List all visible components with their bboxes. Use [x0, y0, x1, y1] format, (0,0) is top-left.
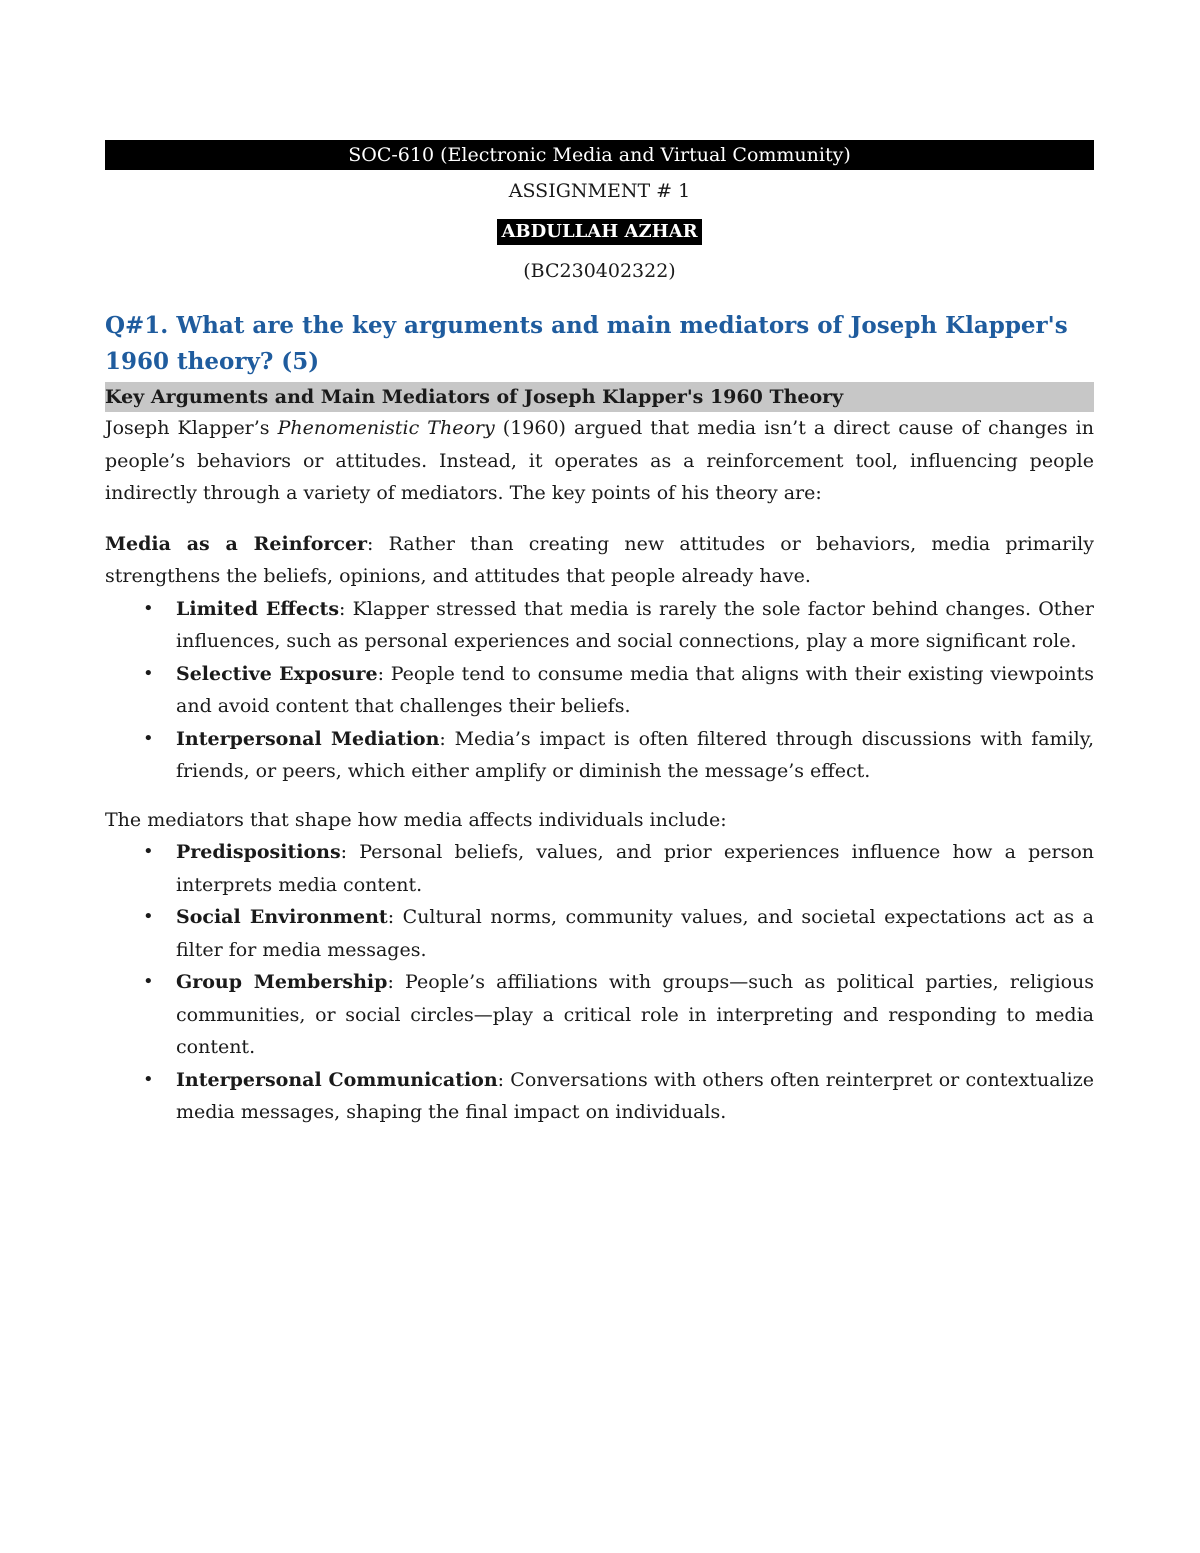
- bullet-icon: •: [143, 841, 154, 862]
- item-text: : Personal beliefs, values, and prior experiences influence how a person interprets media content.: [176, 841, 1094, 896]
- item-term: Group Membership: [176, 971, 388, 993]
- item-term: Selective Exposure: [176, 662, 378, 685]
- list-item: [105, 901, 1094, 966]
- item-term: Social Environment: [176, 906, 388, 928]
- intro-paragraph: [105, 412, 1094, 510]
- student-name: ABDULLAH AZHAR: [497, 219, 701, 245]
- bullet-icon: •: [143, 727, 154, 749]
- item-text: : Conversations with others often reinterpret or contextualize media messages, shaping the final impact on individuals.: [176, 1068, 1094, 1123]
- question-title: Q#1. What are the key arguments and main mediators of Joseph Klapper's 1960 theory? (5): [105, 312, 1068, 375]
- list-item: [105, 1064, 1094, 1129]
- item-text: : People tend to consume media that aligns with their existing viewpoints and avoid content that challenges their beliefs.: [176, 662, 1094, 717]
- reinforcer-term: Media as a Reinforcer: [105, 532, 368, 555]
- bullet-icon: •: [143, 597, 154, 619]
- intro-text-2: (1960) argued that media isn’t a direct cause of changes in people’s behaviors or attitudes. Instead, it operates as a reinforcement tool, influencing people indirectly through a variety of mediators. The key points of his theory are:: [105, 417, 1094, 504]
- intro-theory-name: Phenomenistic Theory: [277, 417, 495, 439]
- student-id: (BC230402322): [523, 260, 676, 282]
- student-name-line: [105, 212, 1094, 250]
- list-item: [105, 966, 1094, 1064]
- item-text: : Media’s impact is often filtered through discussions with family, friends, or peers, which either amplify or diminish the message’s effect.: [176, 727, 1094, 782]
- list-item: [105, 593, 1094, 658]
- assignment-title: ASSIGNMENT # 1: [508, 180, 691, 202]
- list-item: [105, 658, 1094, 723]
- list-item: [105, 723, 1094, 788]
- bullet-icon: •: [143, 906, 154, 927]
- mediators-intro: The mediators that shape how media affects individuals include:: [105, 808, 727, 831]
- item-term: Interpersonal Mediation: [176, 727, 440, 750]
- reinforcer-text: : Rather than creating new attitudes or behaviors, media primarily strengthens the beliefs, opinions, and attitudes that people already have.: [105, 532, 1094, 587]
- document-page: [105, 140, 1094, 1129]
- key-points-list: [105, 593, 1094, 788]
- bullet-icon: •: [143, 662, 154, 684]
- item-term: Limited Effects: [176, 597, 340, 620]
- section-heading: Key Arguments and Main Mediators of Joseph Klapper's 1960 Theory: [105, 382, 1094, 412]
- course-title: SOC-610 (Electronic Media and Virtual Community): [105, 140, 1094, 170]
- item-text: : Klapper stressed that media is rarely the sole factor behind changes. Other influences, such as personal experiences and social connections, play a more significant role.: [176, 597, 1094, 652]
- list-item: [105, 836, 1094, 901]
- bullet-icon: •: [143, 971, 154, 992]
- item-text: : People’s affiliations with groups—such as political parties, religious communities, or social circles—play a critical role in interpreting and responding to media content.: [176, 971, 1095, 1058]
- item-text: : Cultural norms, community values, and societal expectations act as a filter for media messages.: [176, 906, 1094, 961]
- item-term: Interpersonal Communication: [176, 1068, 498, 1091]
- mediators-list: [105, 836, 1094, 1129]
- bullet-icon: •: [143, 1068, 154, 1090]
- reinforcer-paragraph: [105, 528, 1094, 593]
- intro-text-1: Joseph Klapper’s: [105, 417, 278, 439]
- item-term: Predispositions: [176, 841, 341, 863]
